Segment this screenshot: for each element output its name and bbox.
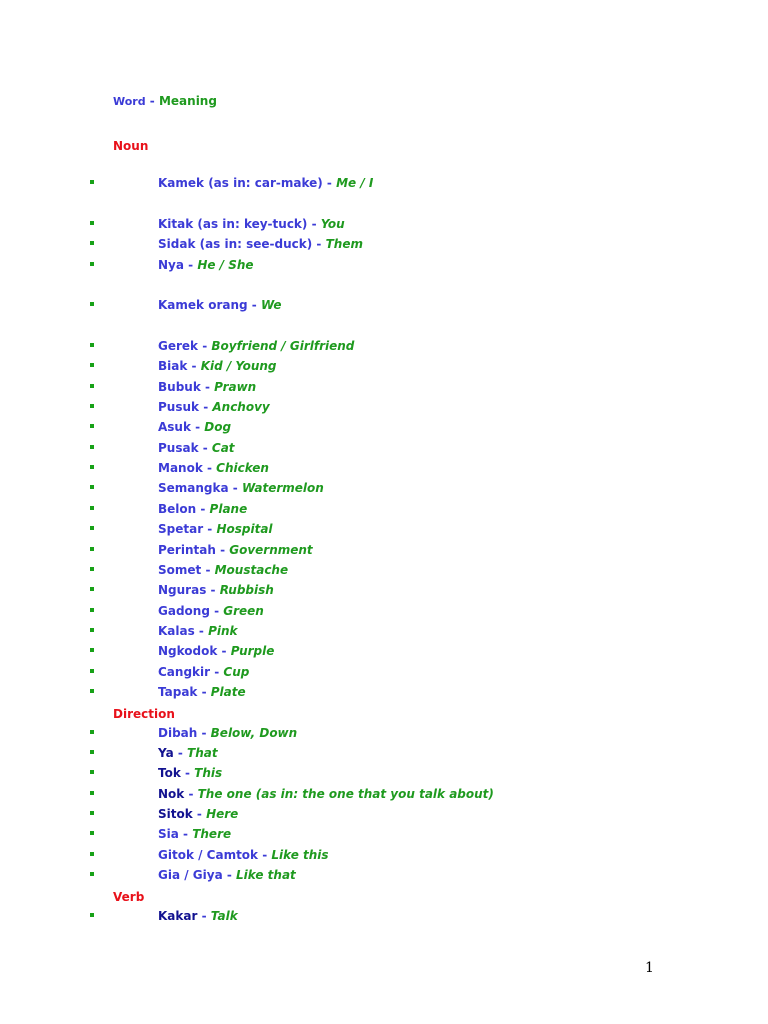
entry-separator: -: [247, 298, 261, 312]
entry-word: Ya: [158, 746, 174, 760]
section-heading-verb: Verb: [113, 890, 145, 904]
entry-word: Biak: [158, 359, 188, 373]
entry-meaning: Cat: [211, 441, 235, 455]
header-meaning-label: Meaning: [158, 94, 217, 108]
bullet-icon: [90, 547, 94, 551]
bullet-icon: [90, 750, 94, 754]
bullet-icon: [90, 689, 94, 693]
entry-word: Manok: [158, 461, 203, 475]
list-item: [0, 237, 768, 253]
entry-separator: -: [180, 766, 195, 780]
bullet-icon: [90, 587, 94, 591]
entry-meaning: This: [194, 766, 223, 780]
section-heading-direction: Direction: [113, 707, 175, 721]
bullet-icon: [90, 485, 94, 489]
entry-word: Nok: [158, 787, 185, 801]
list-item: [0, 359, 768, 375]
entry-separator: -: [198, 339, 212, 353]
entry-meaning: Boyfriend / Girlfriend: [211, 339, 355, 353]
list-item: [0, 827, 768, 843]
list-item: [0, 644, 768, 660]
entry-word: Pusak: [158, 441, 199, 455]
list-item: [0, 868, 768, 884]
entry-word: Kalas: [158, 624, 195, 638]
entry-word: Spetar: [158, 522, 204, 536]
entry-separator: -: [197, 726, 211, 740]
entry-word: Sitok: [158, 807, 193, 821]
entry-meaning: Moustache: [214, 563, 289, 577]
bullet-icon: [90, 730, 94, 734]
entry-word: Perintah: [158, 543, 216, 557]
entry-text: [158, 746, 218, 760]
bullet-icon: [90, 526, 94, 530]
entry-meaning: Green: [223, 604, 264, 618]
list-item: [0, 563, 768, 579]
entry-text: [158, 400, 270, 414]
entry-text: [158, 665, 249, 679]
bullet-icon: [90, 384, 94, 388]
entry-text: [158, 481, 324, 495]
entry-separator: -: [194, 624, 209, 638]
list-item: [0, 807, 768, 823]
entry-meaning: That: [187, 746, 218, 760]
bullet-icon: [90, 628, 94, 632]
entry-text: [158, 176, 373, 190]
entry-word: Gadong: [158, 604, 210, 618]
entry-text: [158, 583, 274, 597]
entry-separator: -: [222, 868, 237, 882]
list-item: [0, 217, 768, 233]
bullet-icon: [90, 302, 94, 306]
entry-word: Pusuk: [158, 400, 200, 414]
list-item: [0, 461, 768, 477]
entry-word: Semangka: [158, 481, 229, 495]
bullet-icon: [90, 608, 94, 612]
entry-separator: -: [206, 583, 220, 597]
bullet-icon: [90, 465, 94, 469]
bullet-icon: [90, 424, 94, 428]
entry-meaning: Hospital: [216, 522, 273, 536]
entry-separator: -: [322, 176, 337, 190]
entry-separator: -: [258, 848, 272, 862]
entry-text: [158, 685, 246, 699]
entry-meaning: Chicken: [216, 461, 269, 475]
entry-meaning: Watermelon: [241, 481, 324, 495]
entry-separator: -: [312, 237, 326, 251]
list-item: [0, 481, 768, 497]
bullet-icon: [90, 831, 94, 835]
entry-word: Gitok / Camtok: [158, 848, 259, 862]
entry-text: [158, 380, 256, 394]
entry-meaning: Like this: [271, 848, 329, 862]
column-header: [113, 94, 217, 108]
entry-separator: -: [202, 461, 217, 475]
entry-separator: -: [200, 380, 215, 394]
entry-word: Tok: [158, 766, 181, 780]
entry-text: [158, 807, 238, 821]
list-item: [0, 746, 768, 762]
entry-meaning: He / She: [197, 258, 254, 272]
entry-separator: -: [183, 258, 198, 272]
list-item: [0, 543, 768, 559]
list-item: [0, 420, 768, 436]
entry-separator: -: [210, 665, 224, 679]
entry-text: [158, 543, 313, 557]
entry-separator: -: [173, 746, 188, 760]
entry-text: [158, 217, 345, 231]
header-separator: -: [149, 94, 155, 108]
bullet-icon: [90, 262, 94, 266]
list-item: [0, 380, 768, 396]
entry-separator: -: [203, 522, 217, 536]
bullet-icon: [90, 852, 94, 856]
entry-separator: -: [215, 543, 230, 557]
entry-text: [158, 339, 354, 353]
entry-text: [158, 522, 273, 536]
entry-meaning: There: [192, 827, 232, 841]
entry-meaning: Purple: [230, 644, 275, 658]
entry-text: [158, 441, 235, 455]
entry-text: [158, 726, 297, 740]
entry-word: Sidak (as in: see-duck): [158, 237, 313, 251]
entry-word: Somet: [158, 563, 202, 577]
entry-meaning: Kid / Young: [200, 359, 277, 373]
entry-text: [158, 604, 264, 618]
entry-text: [158, 237, 363, 251]
entry-meaning: Prawn: [214, 380, 257, 394]
entry-word: Cangkir: [158, 665, 211, 679]
list-item: [0, 848, 768, 864]
list-item: [0, 766, 768, 782]
entry-meaning: Government: [229, 543, 313, 557]
bullet-icon: [90, 506, 94, 510]
entry-meaning: Below, Down: [210, 726, 298, 740]
entry-text: [158, 644, 274, 658]
entry-text: [158, 461, 269, 475]
bullet-icon: [90, 343, 94, 347]
entry-meaning: Me / I: [336, 176, 374, 190]
entry-word: Asuk: [158, 420, 191, 434]
list-item: [0, 909, 768, 925]
list-item: [0, 522, 768, 538]
list-item: [0, 502, 768, 518]
bullet-icon: [90, 221, 94, 225]
page-number: 1: [645, 960, 654, 976]
entry-separator: -: [197, 909, 211, 923]
bullet-icon: [90, 872, 94, 876]
entry-meaning: Them: [325, 237, 363, 251]
entry-text: [158, 359, 277, 373]
entry-meaning: Plane: [209, 502, 248, 516]
header-word-label: Word: [113, 95, 146, 108]
entry-separator: -: [178, 827, 193, 841]
section-heading-noun: Noun: [113, 139, 149, 153]
entry-meaning: Pink: [208, 624, 238, 638]
entry-word: Tapak: [158, 685, 198, 699]
entry-meaning: Anchovy: [212, 400, 270, 414]
entry-separator: -: [228, 481, 242, 495]
list-item: [0, 665, 768, 681]
entry-text: [158, 848, 329, 862]
bullet-icon: [90, 567, 94, 571]
entry-word: Belon: [158, 502, 197, 516]
list-item: [0, 726, 768, 742]
entry-word: Nguras: [158, 583, 207, 597]
entry-text: [158, 868, 296, 882]
entry-separator: -: [192, 807, 207, 821]
list-item: [0, 258, 768, 274]
entry-word: Bubuk: [158, 380, 201, 394]
list-item: [0, 400, 768, 416]
bullet-icon: [90, 770, 94, 774]
list-item: [0, 685, 768, 701]
bullet-icon: [90, 180, 94, 184]
list-item: [0, 339, 768, 355]
bullet-icon: [90, 404, 94, 408]
entry-meaning: Dog: [204, 420, 232, 434]
entry-meaning: The one (as in: the one that you talk about): [197, 787, 494, 801]
entry-text: [158, 298, 282, 312]
entry-separator: -: [196, 502, 210, 516]
entry-separator: -: [190, 420, 205, 434]
entry-meaning: Plate: [210, 685, 246, 699]
entry-word: Ngkodok: [158, 644, 218, 658]
entry-separator: -: [311, 217, 321, 231]
bullet-icon: [90, 363, 94, 367]
list-item: [0, 604, 768, 620]
entry-word: Kamek (as in: car-make): [158, 176, 323, 190]
entry-text: [158, 258, 254, 272]
entry-word: Gerek: [158, 339, 199, 353]
bullet-icon: [90, 913, 94, 917]
bullet-icon: [90, 791, 94, 795]
entry-text: [158, 420, 231, 434]
entry-word: Dibah: [158, 726, 198, 740]
entry-text: [158, 766, 222, 780]
list-item: [0, 787, 768, 803]
entry-word: Nya: [158, 258, 184, 272]
bullet-icon: [90, 811, 94, 815]
list-item: [0, 441, 768, 457]
entry-text: [158, 624, 238, 638]
entry-meaning: Talk: [210, 909, 238, 923]
entry-separator: -: [201, 563, 215, 577]
entry-text: [158, 563, 288, 577]
bullet-icon: [90, 445, 94, 449]
entry-separator: -: [184, 787, 198, 801]
entry-separator: -: [217, 644, 231, 658]
entry-meaning: Like that: [236, 868, 296, 882]
entry-text: [158, 827, 231, 841]
entry-text: [158, 502, 247, 516]
bullet-icon: [90, 669, 94, 673]
entry-meaning: We: [260, 298, 282, 312]
list-item: [0, 298, 768, 314]
entry-word: Sia: [158, 827, 179, 841]
entry-separator: -: [199, 400, 213, 414]
entry-meaning: Cup: [223, 665, 250, 679]
entry-meaning: You: [320, 217, 345, 231]
bullet-icon: [90, 648, 94, 652]
entry-meaning: Rubbish: [219, 583, 274, 597]
entry-word: Gia / Giya: [158, 868, 223, 882]
entry-meaning: Here: [206, 807, 239, 821]
bullet-icon: [90, 241, 94, 245]
entry-separator: -: [197, 685, 211, 699]
entry-separator: -: [187, 359, 201, 373]
list-item: [0, 583, 768, 599]
list-item: [0, 624, 768, 640]
entry-text: [158, 909, 238, 923]
entry-word: Kamek orang: [158, 298, 248, 312]
entry-text: [158, 787, 494, 801]
entry-separator: -: [209, 604, 224, 618]
entry-word: Kitak (as in: key-tuck): [158, 217, 312, 231]
entry-separator: -: [198, 441, 212, 455]
list-item: [0, 176, 768, 192]
entry-word: Kakar: [158, 909, 198, 923]
